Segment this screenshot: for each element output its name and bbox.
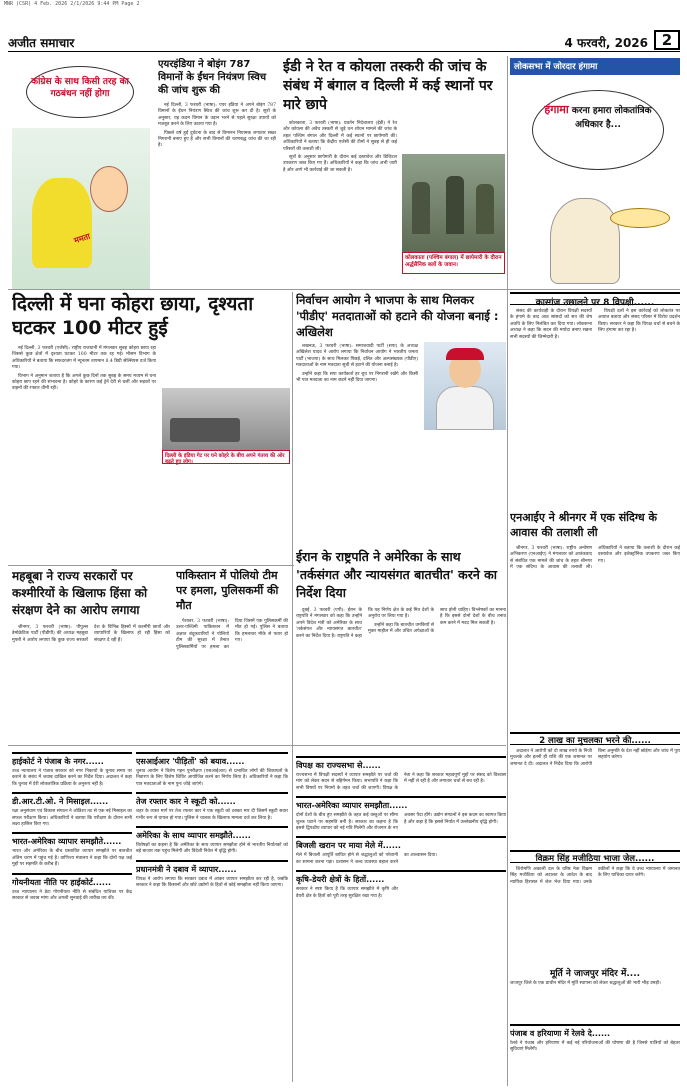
cartoon-figure xyxy=(32,178,92,268)
photo-cap xyxy=(446,348,484,360)
brief-body: राज्यसभा में विपक्षी सदस्यों ने व्यापार समझौते पर चर्चा की मांग को लेकर सदन से बहिर्गमन किया। सभापति ने कहा कि सभी विषयों पर नियमों के तहत चर्चा की जाएगी। विपक्ष के नेता ने कहा कि सरकार महत्वपूर्ण मुद्दों पर संसद को विश्वास में नहीं ले रही है और लगातार चर्चा से बच रही है। xyxy=(296,773,506,791)
cartoon-cap xyxy=(610,208,670,228)
story-body: नई दिल्ली, 3 फरवरी (एजेंसी): राष्ट्रीय राजधानी में मंगलवार सुबह कोहरा छाया रहा जिससे कुछ क्षेत्रों में दृश्यता घटकर 100 मीटर तक रह गई। मौसम विभाग के अधिकारियों ने बताया कि सफदरजंग में न्यूनतम तापमान 8.4 डिग्री सेल्सियस दर्ज किया गया। विभाग ने अनुमान जताया है कि अगले कुछ दिनों तक सुबह के समय मध्यम से घना कोहरा छाए रहने की संभावना है। कोहरे के कारण कई ट्रेनें देरी से चलीं और सड़कों पर वाहनों की रफ्तार धीमी रही। xyxy=(12,346,156,392)
divider xyxy=(8,745,506,746)
divider xyxy=(8,565,294,566)
brief-column-b xyxy=(136,748,288,1086)
story-body: शिरोमणि अकाली दल के वरिष्ठ नेता विक्रम सिंह मजीठिया को अदालत के आदेश के बाद न्यायिक हिरासत में जेल भेज दिया गया। उनके वकीलों ने कहा कि वे उच्च न्यायालय में जमानत के लिए याचिका दायर करेंगे। xyxy=(510,867,680,885)
photo-vehicle xyxy=(170,418,240,442)
story-headline: कास्गंज उछालने पर 8 विपक्षी...... xyxy=(510,292,680,305)
photo-figure xyxy=(412,182,430,234)
brief-headline: पंजाब व हरियाणा में रेलवे दे...... xyxy=(510,1024,680,1039)
paper-name: अजीत समाचार xyxy=(8,36,75,50)
photo-figure xyxy=(476,184,494,234)
story-body: श्रीनगर, 3 फरवरी (भाषा): पीपुल्स डेमोक्रेटिक पार्टी (पीडीपी) की अध्यक्ष महबूबा मुफ्ती ने आरोप लगाया कि कुछ राज्य सरकारें देश के विभिन्न हिस्सों में कश्मीरी छात्रों और व्यापारियों के खिलाफ हो रही हिंसा को संरक्षण दे रही हैं। xyxy=(12,625,170,643)
speech-highlight: हंगामा xyxy=(544,103,569,116)
story-body: संसद की कार्यवाही के दौरान विपक्षी सदस्यों के हंगामे के बाद आठ सांसदों को सत्र की शेष अवधि के लिए निलंबित कर दिया गया। लोकसभा अध्यक्ष ने कहा कि सदन की मर्यादा बनाए रखना सभी सदस्यों की जिम्मेदारी है। विपक्षी दलों ने इस कार्रवाई को लोकतंत्र पर आघात बताया और संसद परिसर में विरोध प्रदर्शन किया। सरकार ने कहा कि विपक्ष चर्चा से बचने के लिए हंगामा कर रहा है। xyxy=(510,309,680,340)
story-bail xyxy=(510,732,680,846)
brief-body: उच्च न्यायालय ने पंजाब सरकार को नगर निकायों के चुनाव समय पर कराने के संबंध में जवाब दाखिल करने का निर्देश दिया। अदालत ने कहा कि चुनाव में देरी लोकतांत्रिक प्रक्रिया के अनुरूप नहीं है। xyxy=(12,769,132,787)
brief-headline: डी.आर.टी.ओ. ने मिसाइल...... xyxy=(12,792,132,807)
story-headline: एयरइंडिया ने बोइंग 787 विमानों के ईंधन नियंत्रण स्विच की जांच शुरू की xyxy=(158,59,267,96)
story-iran xyxy=(296,548,506,746)
photo-figure xyxy=(436,386,494,430)
story-ed-raids xyxy=(283,58,505,288)
column-rule xyxy=(507,56,508,1086)
speech-text: करना हमारा लोकतांत्रिक अधिकार है... xyxy=(571,106,652,130)
cartoon-face xyxy=(90,166,128,212)
brief-headline: भारत-अमेरिका व्यापार समझौते...... xyxy=(12,832,132,847)
story-majithia xyxy=(510,850,680,960)
brief-headline: गोयनीयता नीति पर हाईकोर्ट...... xyxy=(12,873,132,888)
photo-figure xyxy=(446,176,464,234)
story-body: जाजपुर जिले के एक प्राचीन मंदिर में मूर्ति स्थापना को लेकर श्रद्धालुओं की भारी भीड़ उमड़ी। xyxy=(510,981,661,986)
news-photo xyxy=(402,154,505,252)
print-slug: MNR (CSR) 4 Feb. 2026 2/1/2026 9:44 PM Page 2 xyxy=(4,1,140,7)
cartoon-speech-bubble xyxy=(532,90,664,170)
story-headline: 2 लाख का मुचलका भरने की...... xyxy=(510,732,680,745)
brief-body: विपक्ष ने आरोप लगाया कि सरकार दबाव में आकर व्यापार समझौता कर रही है, जबकि सरकार ने कहा कि किसानों और छोटे उद्योगों के हितों से कोई समझौता नहीं किया जाएगा। xyxy=(136,876,288,889)
story-headline: ईडी ने रेत व कोयला तस्करी की जांच के संबंध में बंगाल व दिल्ली में कई स्थानों पर मारे छापे xyxy=(283,59,493,113)
story-headline: मूर्ति ने जाजपुर मंदिर में.... xyxy=(549,969,641,979)
photo-caption: कोलकाता (पश्चिम बंगाल) में छापेमारी के दौरान अर्द्धसैनिक बलों के जवान। xyxy=(402,252,505,274)
cartoon-right xyxy=(510,58,680,286)
story-headline: ईरान के राष्ट्रपति ने अमेरिका के साथ 'तर्कसंगत और न्यायसंगत बातचीत' करने का निर्देश दिया xyxy=(296,549,497,600)
story-delhi-fog xyxy=(12,292,290,562)
story-body: दुबई, 3 फरवरी (एपी): ईरान के राष्ट्रपति ने मंगलवार को कहा कि उन्होंने अपने विदेश मंत्री को अमेरिका के साथ 'तर्कसंगत और न्यायसंगत बातचीत' करने का निर्देश दिया है। राष्ट्रपति ने कहा कि यह निर्णय क्षेत्र के कई मित्र देशों के अनुरोध पर लिया गया है। उन्होंने कहा कि बातचीत धमकियों से मुक्त माहौल में और उचित अपेक्षाओं के साथ होनी चाहिए। विश्लेषकों का मानना है कि इससे दोनों देशों के बीच तनाव कम करने में मदद मिल सकती है। xyxy=(296,608,506,639)
brief-column-a xyxy=(12,748,132,1086)
brief-column-d xyxy=(510,1020,680,1086)
edition-date: 4 फरवरी, 2026 xyxy=(564,36,648,50)
brief-body: भारत और अमेरिका के बीच प्रस्तावित व्यापार समझौते पर बातचीत अंतिम चरण में पहुंच गई है। वाणिज्य मंत्रालय ने कहा कि दोनों पक्ष कई मुद्दों पर सहमति के करीब हैं। xyxy=(12,849,132,868)
brief-headline: बिजली खरान पर माया मेले में...... xyxy=(296,836,506,851)
brief-body: रेलवे ने पंजाब और हरियाणा में कई नई परियोजनाओं की घोषणा की है जिनसे यात्रियों को बेहतर सुविधाएं मिलेंगी। xyxy=(510,1041,680,1053)
brief-headline: भारत-अमेरिका व्यापार समझौता...... xyxy=(296,796,506,811)
cartoon-left xyxy=(12,58,150,290)
story-body: नई दिल्ली, 3 फरवरी (भाषा): एयर इंडिया ने अपने बोइंग 787 विमानों के ईंधन नियंत्रण स्विच की जांच शुरू कर दी है। सूत्रों के अनुसार, यह कदम विमान के उड़ान भरने से पहले सुरक्षा उपायों को मजबूत करने के लिए उठाया गया है। पिछले वर्ष हुई दुर्घटना के बाद से विमानन नियामक लगातार सख्त निगरानी बनाए हुए है और सभी विमानों की चरणबद्ध जांच की जा रही है। xyxy=(158,103,276,149)
divider xyxy=(8,289,680,290)
brief-headline: कृषि-डेयरी क्षेत्रों के हितों...... xyxy=(296,870,506,885)
brief-body: उच्च न्यायालय ने डेटा गोपनीयता नीति से संबंधित याचिका पर केंद्र सरकार से जवाब मांगा और अगली सुनवाई की तारीख तय की। xyxy=(12,889,132,902)
brief-headline: तेज रफ्तार कार ने स्कूटी को...... xyxy=(136,792,288,807)
story-body: कोलकाता, 3 फरवरी (भाषा): प्रवर्तन निदेशालय (ईडी) ने रेत और कोयला की अवैध तस्करी से जुड़े धन शोधन मामले की जांच के तहत पश्चिम बंगाल और दिल्ली में कई स्थानों पर छापेमारी की। अधिकारियों ने बताया कि केंद्रीय एजेंसी की टीमों ने सुबह से ही कई परिसरों की तलाशी ली। सूत्रों के अनुसार छापेमारी के दौरान कई दस्तावेज और डिजिटल उपकरण जब्त किए गए हैं। अधिकारियों ने कहा कि जांच अभी जारी है और आगे भी कार्रवाई की जा सकती है। xyxy=(283,121,397,173)
brief-body: रक्षा अनुसंधान एवं विकास संगठन ने ओडिशा तट से एक नई मिसाइल का सफल परीक्षण किया। अधिकारियों ने बताया कि परीक्षण के दौरान सभी लक्ष्य हासिल किए गए। xyxy=(12,809,132,828)
page-number: 2 xyxy=(654,30,680,50)
story-headline: महबूबा ने राज्य सरकारों पर कश्मीरियों के खिलाफ हिंसा को संरक्षण देने का आरोप लगाया xyxy=(12,569,148,617)
cartoon-label: ममता xyxy=(73,231,92,246)
story-headline: दिल्ली में घना कोहरा छाया, दृश्यता घटकर 100 मीटर हुई xyxy=(12,293,254,339)
photo-caption: दिल्ली के इंडिया गेट पर घने कोहरे के बीच अपने गंतव्य की ओर बढ़ते हुए लोग। xyxy=(162,450,290,464)
story-akhilesh xyxy=(296,292,506,542)
brief-headline: हाईकोर्ट ने पंजाब के नगर...... xyxy=(12,752,132,767)
story-body: पेशावर, 3 फरवरी (भाषा): उत्तर-पश्चिमी पाकिस्तान में अज्ञात बंदूकधारियों ने पोलियो टीम की सुरक्षा में तैनात पुलिसकर्मियों पर हमला कर दिया जिसमें एक पुलिसकर्मी की मौत हो गई। पुलिस ने बताया कि हमलावर मौके से फरार हो गए। xyxy=(176,619,288,650)
brief-headline: विपक्ष का राज्यसभा से...... xyxy=(296,756,506,771)
brief-column-c xyxy=(296,752,506,1084)
brief-body: दोनों देशों के बीच हुए समझौते के तहत कई वस्तुओं पर सीमा शुल्क घटाने पर सहमति बनी है। सरकार का कहना है कि इससे द्विपक्षीय व्यापार को नई गति मिलेगी और रोजगार के नए अवसर पैदा होंगे। उद्योग संगठनों ने इस कदम का स्वागत किया है और कहा है कि इससे निर्यात में उल्लेखनीय वृद्धि होगी। xyxy=(296,813,506,832)
cartoon-speech-bubble: कांग्रेस के साथ किसी तरह का गठबंधन नहीं होगा xyxy=(26,66,134,118)
story-headline: निर्वाचन आयोग ने भाजपा के साथ मिलकर 'पीडीए' मतदाताओं को हटाने की योजना बनाई : अखिलेश xyxy=(296,293,499,339)
story-airindia xyxy=(158,58,276,280)
story-pakistan-polio xyxy=(176,568,288,740)
brief-body: शहर के व्यस्त मार्ग पर तेज रफ्तार कार ने एक स्कूटी को टक्कर मार दी जिसमें स्कूटी सवार गंभीर रूप से घायल हो गया। पुलिस ने चालक के खिलाफ मामला दर्ज कर लिया है। xyxy=(136,809,288,821)
story-body: अदालत ने आरोपी को दो लाख रुपये के निजी मुचलके और इतनी ही राशि की एक जमानत पर जमानत दे दी। अदालत ने निर्देश दिया कि आरोपी बिना अनुमति के देश नहीं छोड़ेगा और जांच में पूरा सहयोग करेगा। xyxy=(510,749,680,767)
story-nia xyxy=(510,510,680,728)
news-photo xyxy=(162,388,290,450)
story-body: श्रीनगर, 3 फरवरी (भाषा): राष्ट्रीय अन्वेषण अभिकरण (एनआईए) ने मंगलवार को आतंकवाद से संबंधित एक मामले की जांच के तहत श्रीनगर में एक संदिग्ध के आवास की तलाशी ली। अधिकारियों ने बताया कि तलाशी के दौरान कई दस्तावेज और इलेक्ट्रॉनिक उपकरण जब्त किए गए। xyxy=(510,546,680,571)
story-suspension xyxy=(510,292,680,502)
brief-body: विशेषज्ञों का कहना है कि अमेरिका के साथ व्यापार समझौता होने से भारतीय निर्यातकों को बड़े बाजार तक पहुंच मिलेगी और विदेशी निवेश में वृद्धि होगी। xyxy=(136,843,288,855)
brief-headline: एसआईआर 'पीड़ितों' को बयाव...... xyxy=(136,752,288,767)
masthead xyxy=(8,30,680,52)
brief-headline: प्रधानमंत्री ने दबाव में व्यापार...... xyxy=(136,860,288,875)
brief-body: चुनाव आयोग ने विशेष गहन पुनरीक्षण (एसआईआर) से प्रभावित लोगों की शिकायतों के निवारण के लिए विशेष शिविर आयोजित करने का निर्णय लिया है। अधिकारियों ने कहा कि पात्र मतदाताओं के नाम पुनः जोड़े जाएंगे। xyxy=(136,769,288,787)
story-headline: विक्रम सिंह मजीठिया भाजा जेल...... xyxy=(510,850,680,863)
cartoon-figure xyxy=(550,198,620,284)
story-body: लखनऊ, 3 फरवरी (भाषा): समाजवादी पार्टी (सपा) के अध्यक्ष अखिलेश यादव ने आरोप लगाया कि निर्वाचन आयोग ने भारतीय जनता पार्टी (भाजपा) के साथ मिलकर पिछड़े, दलित और अल्पसंख्यक (पीडीए) मतदाताओं के नाम मतदाता सूची से हटाने की योजना बनाई है। उन्होंने कहा कि सपा कार्यकर्ता हर बूथ पर निगरानी रखेंगे और किसी भी पात्र मतदाता का नाम कटने नहीं दिया जाएगा। xyxy=(296,344,418,384)
column-rule xyxy=(292,292,293,1082)
brief-headline: अमेरिका के साथ व्यापार समझौते...... xyxy=(136,826,288,841)
story-jajpur xyxy=(510,964,680,1018)
story-headline: एनआईए ने श्रीनगर में एक संदिग्ध के आवास की तलाशी ली xyxy=(510,511,657,539)
brief-body: मेले में बिजली आपूर्ति बाधित होने से श्रद्धालुओं को परेशानी का सामना करना पड़ा। प्रशासन ने जल्द व्यवस्था बहाल करने का आश्वासन दिया। xyxy=(296,853,437,865)
portrait-photo xyxy=(424,342,506,430)
brief-body: सरकार ने स्पष्ट किया है कि व्यापार समझौते में कृषि और डेयरी क्षेत्र के हितों को पूरी तरह सुरक्षित रखा गया है। xyxy=(296,887,398,899)
cartoon-header: लोकसभा में जोरदार हंगामा xyxy=(510,58,680,75)
story-headline: पाकिस्तान में पोलियो टीम पर हमला, पुलिसकर्मी की मौत xyxy=(176,569,279,612)
story-mehbooba xyxy=(12,568,170,740)
